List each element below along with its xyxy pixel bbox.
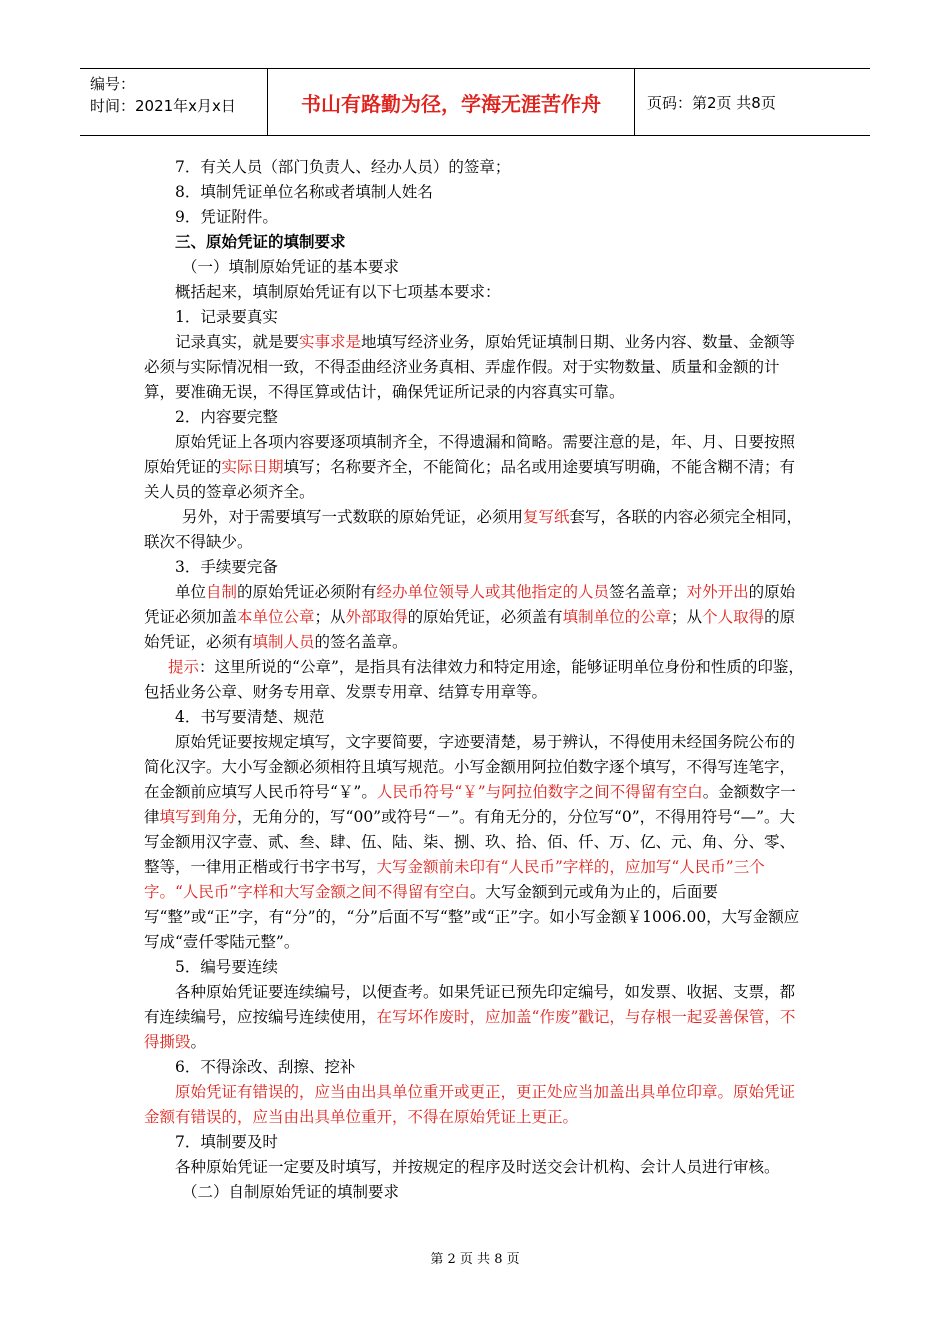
highlight-text: 实际日期 [221,458,284,476]
date-label: 时间：2021年x月x日 [90,97,236,115]
paragraph: 9．凭证附件。 [175,208,278,226]
text: ；从 [314,608,346,626]
text: 。金额数字一律 [144,783,796,826]
highlight-text: 填制人员 [252,633,315,651]
text: 原始凭证上各项内容要逐项填制齐全，不得遗漏和简略。需要注意的是，年、月、日要按照原始凭证的 [144,433,796,476]
text: ；从 [671,608,703,626]
text: 。大写金额到元或角为止的，后面要写“整”或“正”字，有“分”的，“分”后面不写“整”或“正”字。如小写金额￥1006.00，大写金额应写成“壹仟零陆元整”。 [144,883,800,951]
text: 的原始凭证，必须盖有 [407,608,563,626]
header-page-info: 页码：第2页 共8页 [647,93,776,112]
text: 的签名盖章。 [314,633,408,651]
text: ，无角分的，写“00”或符号“－”。有角无分的，分位写“0”，不得用符号“—”。大写金额用汉字壹、贰、叁、肆、伍、陆、柒、捌、玖、拾、佰、仟、万、亿、元、角、分、零、整等，一律用正楷或行书字书写， [144,808,796,876]
text: 的原始凭证必须加盖 [144,583,796,626]
item-title: 2．内容要完整 [175,408,278,426]
highlight-text: 复写纸 [523,508,570,526]
section-heading: 三、原始凭证的填制要求 [175,233,346,251]
item-title: 5．编号要连续 [175,958,278,976]
text: 另外，对于需要填写一式数联的原始凭证，必须用 [182,508,524,526]
page-footer: 第 2 页 共 8 页 [430,1252,520,1267]
text: 记录真实，就是要 [175,333,300,351]
text: 单位 [175,583,207,601]
paragraph: 概括起来，填制原始凭证有以下七项基本要求： [175,283,501,301]
text: 签名盖章； [609,583,687,601]
paragraph: 8．填制凭证单位名称或者填制人姓名 [175,183,433,201]
paragraph [144,730,810,955]
item-title: 6．不得涂改、刮擦、挖补 [175,1058,356,1076]
highlight-text: 在写坏作废时，应加盖“作废”戳记，与存根一起妥善保管，不得撕毁 [144,1008,796,1051]
highlight-text: 实事求是 [299,333,362,351]
highlight-text: 个人取得 [702,608,765,626]
highlight-text: 自制 [206,583,238,601]
highlight-text: 对外开出 [686,583,749,601]
highlight-text: 人民币符号“￥”与阿拉伯数字之间不得留有空白 [376,783,703,801]
text: 。 [190,1033,207,1051]
paragraph [144,430,810,505]
paragraph [144,330,810,405]
header-motto: 书山有路勤为径，学海无涯苦作舟 [268,69,635,135]
paragraph: 7．有关人员（部门负责人、经办人员）的签章； [175,158,511,176]
item-title: 3．手续要完备 [175,558,278,576]
paragraph [144,580,810,655]
tip-label: 提示 [168,658,200,676]
text: 地填写经济业务，原始凭证填制日期、业务内容、数量、金额等必须与实际情况相一致，不得歪曲经济业务真相、弄虚作假。对于实物数量、质量和金额的计算，要准确无误，不得匡算或估计，确保凭证所记录的内容真实可靠。 [144,333,796,401]
text: 的原始凭证必须附有 [237,583,377,601]
subsection-heading: （二）自制原始凭证的填制要求 [182,1183,400,1201]
highlight-text: 大写金额前未印有“人民币”字样的，应加写“人民币”三个字。“人民币”字样和大写金额之间不得留有空白 [144,858,765,901]
highlight-text: 本单位公章 [237,608,315,626]
paragraph [144,980,810,1055]
page-header [80,68,870,136]
text: ：这里所说的“公章”，是指具有法律效力和特定用途，能够证明单位身份和性质的印鉴，包括业务公章、财务专用章、发票专用章、结算专用章等。 [144,658,804,701]
item-title: 1．记录要真实 [175,308,278,326]
paragraph [144,505,810,555]
highlight-text: 经办单位领导人或其他指定的人员 [376,583,610,601]
paragraph: 各种原始凭证一定要及时填写，并按规定的程序及时送交会计机构、会计人员进行审核。 [175,1158,780,1176]
highlight-text: 填制单位的公章 [562,608,672,626]
item-title: 4．书写要清楚、规范 [175,708,325,726]
text: 各种原始凭证要连续编号，以便查考。如果凭证已预先印定编号，如发票、收据、支票，都有连续编号，应按编号连续使用， [144,983,796,1026]
highlight-paragraph: 原始凭证有错误的，应当由出具单位重开或更正，更正处应当加盖出具单位印章。原始凭证金额有错误的，应当由出具单位重开，不得在原始凭证上更正。 [144,1083,796,1126]
subsection-heading: （一）填制原始凭证的基本要求 [182,258,400,276]
number-label: 编号： [90,75,136,93]
highlight-text: 填写到角分 [159,808,238,826]
text: 的原始凭证，必须有 [144,608,796,651]
text: 原始凭证要按规定填写，文字要简要，字迹要清楚，易于辨认，不得使用未经国务院公布的简化汉字。大小写金额必须相符且填写规范。小写金额用阿拉伯数字逐个填写，不得写连笔字，在金额前应填写人民币符号“￥”。 [144,733,796,801]
header-meta [80,69,268,135]
text: 套写，各联的内容必须完全相同，联次不得缺少。 [144,508,803,551]
document-body [144,155,810,1205]
text: 填写；名称要齐全，不能简化；品名或用途要填写明确，不能含糊不清；有关人员的签章必须齐全。 [144,458,796,501]
tip-paragraph [144,655,810,705]
highlight-text: 外部取得 [345,608,408,626]
item-title: 7．填制要及时 [175,1133,278,1151]
